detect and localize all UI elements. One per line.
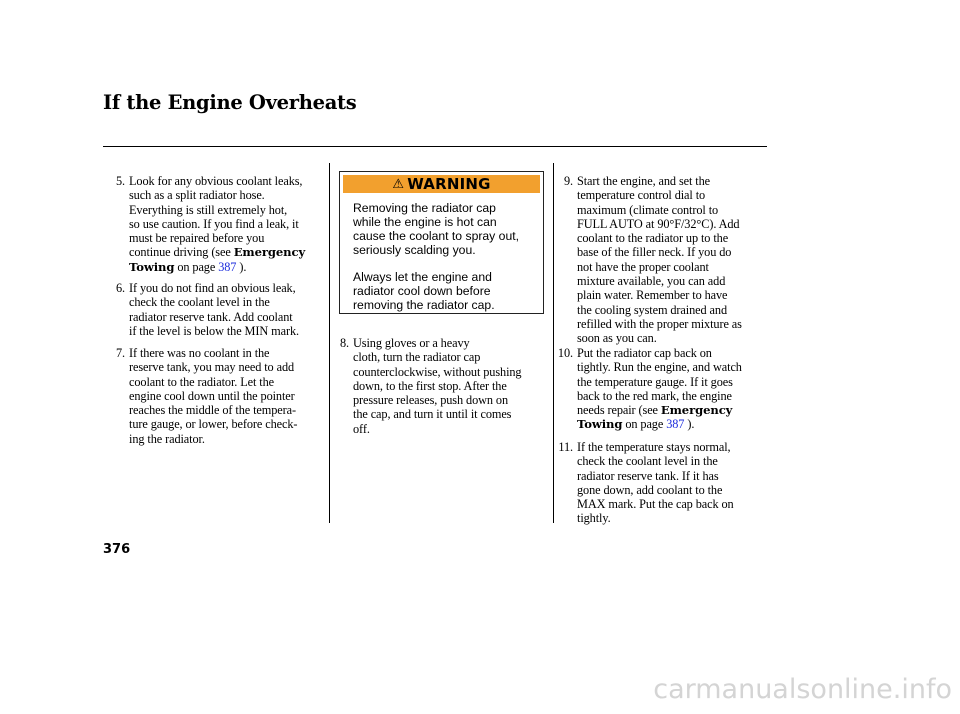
page-link-387[interactable]: 387 (666, 417, 685, 432)
warning-label: WARNING (407, 175, 491, 193)
emergency-towing-ref-2: Towing (129, 259, 175, 274)
warning-text (353, 201, 541, 312)
emergency-towing-ref-2: Towing (577, 417, 623, 432)
ref-prefix: continue driving (see (129, 245, 234, 260)
ref-prefix: needs repair (see (577, 403, 661, 418)
step-line: such as a split radiator hose. (129, 188, 265, 203)
step-line: Everything is still extremely hot, (129, 202, 288, 217)
step-line: tightly. Run the engine, and watch (577, 360, 742, 375)
step-line: gone down, add coolant to the (577, 482, 723, 497)
step-number: 6. (115, 281, 125, 295)
step-line: Put the radiator cap back on (577, 346, 712, 360)
step-number: 8. (339, 336, 349, 350)
step-line: so use caution. If you find a leak, it (129, 216, 299, 231)
step-line: coolant to the radiator. Let the (129, 374, 274, 389)
step-line: engine cool down until the pointer (129, 388, 295, 403)
warning-line: Always let the engine and (353, 270, 492, 284)
step-line: base of the filler neck. If you do (577, 245, 732, 260)
step-line: ing the radiator. (129, 431, 205, 446)
step-line: counterclockwise, without pushing (353, 364, 522, 379)
step-number: 7. (115, 346, 125, 360)
step-line: check the coolant level in the (577, 454, 718, 469)
warning-line: radiator cool down before (353, 284, 491, 298)
step-number: 9. (563, 174, 573, 188)
step-line (129, 245, 305, 259)
step-line: coolant to the radiator up to the (577, 231, 729, 246)
step-line: the temperature gauge. If it goes (577, 374, 733, 389)
step-line (577, 417, 742, 431)
warning-line: Removing the radiator cap (353, 201, 496, 215)
warning-line: cause the coolant to spray out, (353, 229, 519, 243)
step-line: ture gauge, or lower, before check- (129, 417, 298, 432)
ref-on-page: on page (174, 259, 219, 274)
step-line: if the level is below the MIN mark. (129, 323, 299, 338)
step-line: the cooling system drained and (577, 302, 727, 317)
step-line: down, to the first stop. After the (353, 378, 507, 393)
watermark: carmanualsonline.info (653, 674, 952, 705)
step-line: not have the proper coolant (577, 259, 709, 274)
step-10 (557, 346, 742, 432)
step-6 (115, 281, 299, 338)
step-number: 5. (115, 174, 125, 188)
step-line: soon as you can. (577, 331, 657, 346)
warning-line: while the engine is hot can (353, 215, 497, 229)
step-line: the cap, and turn it until it comes (353, 407, 512, 422)
step-line (129, 260, 305, 274)
step-line: temperature control dial to (577, 188, 706, 203)
warning-box (339, 171, 544, 314)
page-link-387[interactable]: 387 (218, 259, 237, 274)
emergency-towing-ref: Emergency (233, 245, 306, 260)
step-line: If there was no coolant in the (129, 346, 270, 360)
step-line: off. (353, 421, 370, 436)
step-number: 11. (558, 440, 573, 454)
step-11 (558, 440, 734, 526)
step-line: reserve tank, you may need to add (129, 360, 295, 375)
page-title: If the Engine Overheats (103, 91, 357, 114)
step-line: radiator reserve tank. Add coolant (129, 309, 293, 324)
step-line: reaches the middle of the tempera- (129, 403, 296, 418)
column-divider-right (553, 163, 554, 523)
step-8 (339, 336, 522, 436)
step-7 (115, 346, 298, 446)
step-line: pressure releases, push down on (353, 393, 509, 408)
step-line: radiator reserve tank. If it has (577, 468, 719, 483)
step-line: FULL AUTO at 90°F/32°C). Add (577, 216, 740, 231)
ref-suffix: ). (236, 259, 247, 274)
step-line: If you do not find an obvious leak, (129, 281, 296, 295)
step-line: Start the engine, and set the (577, 174, 711, 188)
step-9 (563, 174, 742, 346)
warning-triangle-icon: ⚠ (392, 176, 405, 192)
title-divider (103, 146, 767, 147)
emergency-towing-ref: Emergency (660, 403, 733, 418)
step-line: Look for any obvious coolant leaks, (129, 174, 303, 188)
step-line: cloth, turn the radiator cap (353, 350, 481, 365)
step-line: If the temperature stays normal, (577, 440, 731, 454)
warning-line: removing the radiator cap. (353, 298, 495, 312)
step-line: maximum (climate control to (577, 202, 719, 217)
ref-on-page: on page (622, 417, 667, 432)
step-line: tightly. (577, 511, 611, 526)
step-number: 10. (557, 346, 573, 360)
step-line: back to the red mark, the engine (577, 388, 732, 403)
step-5 (115, 174, 306, 274)
warning-banner (343, 175, 540, 193)
page-number: 376 (103, 542, 131, 557)
step-line: must be repaired before you (129, 231, 265, 246)
step-line: Using gloves or a heavy (353, 336, 470, 350)
warning-line: seriously scalding you. (353, 243, 476, 257)
step-line: mixture available, you can add (577, 274, 726, 289)
step-line: check the coolant level in the (129, 295, 270, 310)
step-line: plain water. Remember to have (577, 288, 728, 303)
step-line: refilled with the proper mixture as (577, 316, 742, 331)
ref-suffix: ). (684, 417, 695, 432)
step-line (577, 403, 742, 417)
step-line: MAX mark. Put the cap back on (577, 497, 734, 512)
